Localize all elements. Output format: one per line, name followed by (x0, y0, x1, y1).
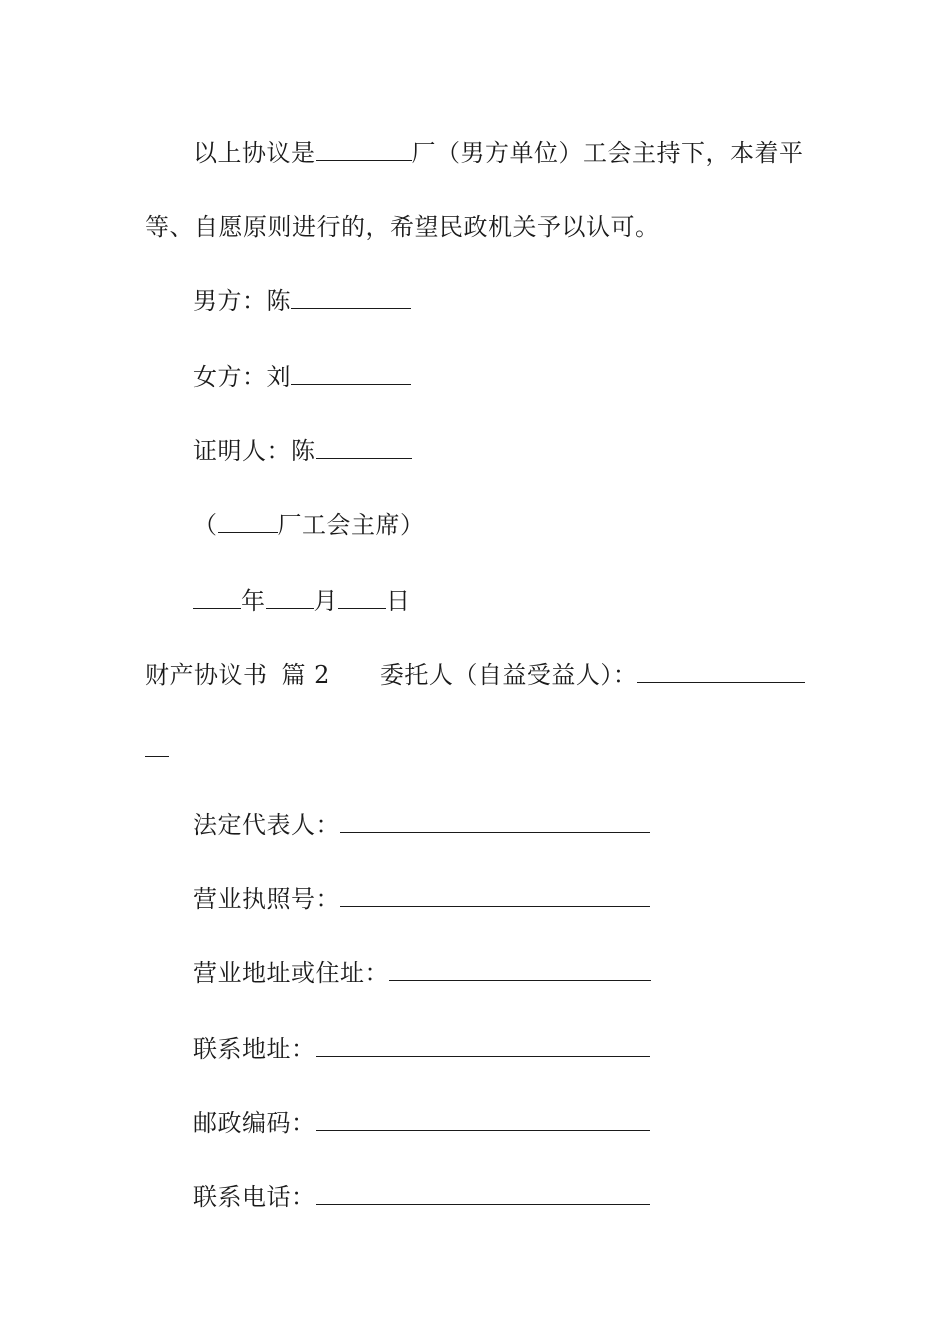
witness-signature-blank (316, 436, 412, 459)
witness-signature-line (193, 436, 412, 466)
man-signature-line (193, 286, 411, 316)
union-chair-label: 厂工会主席） (277, 511, 425, 539)
factory-name-blank (316, 138, 412, 161)
woman-signature-line (193, 362, 411, 392)
section2-number: 篇 2 (281, 661, 330, 689)
witness-label: 证明人：陈 (193, 437, 316, 465)
postal-label: 邮政编码： (193, 1109, 316, 1137)
woman-label: 女方：刘 (193, 363, 291, 391)
date-line (193, 586, 411, 616)
legal-rep-line (193, 810, 650, 840)
address-blank (389, 958, 651, 981)
man-signature-blank (291, 286, 411, 309)
agreement-suffix: 厂（男方单位）工会主持下，本着平 (411, 139, 804, 167)
license-blank (340, 884, 650, 907)
section2-title: 财产协议书 (145, 661, 268, 689)
contact-address-label: 联系地址： (193, 1035, 316, 1063)
legal-rep-blank (340, 810, 650, 833)
man-label: 男方：陈 (193, 287, 291, 315)
entrustor-blank (637, 660, 805, 683)
license-line (193, 884, 650, 914)
month-blank (266, 586, 314, 609)
entrustor-label: 委托人（自益受益人）： (379, 661, 638, 689)
address-label: 营业地址或住址： (193, 959, 389, 987)
postal-line (193, 1108, 650, 1138)
month-label: 月 (313, 587, 338, 615)
phone-line (193, 1182, 650, 1212)
entrustor-blank-continued-line (145, 734, 169, 764)
day-blank (338, 586, 386, 609)
section2-header-line (145, 660, 805, 690)
union-open-paren: （ (193, 511, 218, 539)
legal-rep-label: 法定代表人： (193, 811, 340, 839)
entrustor-blank-continued (145, 734, 169, 757)
woman-signature-blank (291, 362, 411, 385)
contact-address-blank (316, 1034, 650, 1057)
union-chair-line (193, 510, 425, 540)
agreement-prefix: 以上协议是 (193, 139, 316, 167)
license-label: 营业执照号： (193, 885, 340, 913)
day-label: 日 (386, 587, 411, 615)
year-blank (193, 586, 241, 609)
agreement-paragraph-line-1 (193, 138, 804, 168)
postal-blank (316, 1108, 650, 1131)
year-label: 年 (241, 587, 266, 615)
phone-blank (316, 1182, 650, 1205)
address-line (193, 958, 651, 988)
agreement-paragraph-line-2: 等、自愿原则进行的，希望民政机关予以认可。 (145, 213, 660, 241)
union-factory-blank (218, 510, 278, 533)
phone-label: 联系电话： (193, 1183, 316, 1211)
contact-address-line (193, 1034, 650, 1064)
